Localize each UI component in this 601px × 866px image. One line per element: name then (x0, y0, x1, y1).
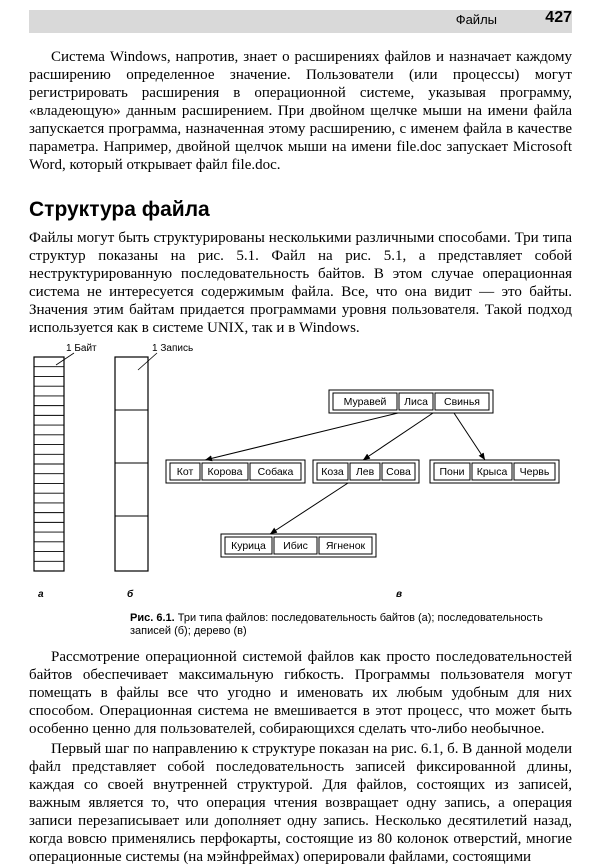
figure-caption-number: Рис. 6.1. (130, 612, 175, 624)
tree-cell: Ягненок (325, 540, 366, 552)
panel-letter-c: в (396, 589, 403, 600)
panel-letter-b: б (127, 589, 134, 600)
byte-sequence-column (34, 357, 64, 571)
tree-cell: Ибис (283, 540, 308, 552)
tree-cell: Пони (439, 466, 465, 478)
figure-caption-text: Три типа файлов: последовательность байтов (а); последовательность записей (б); дерево (в) (130, 612, 543, 637)
panel-letter-a: а (38, 589, 44, 600)
tree-cell: Коза (321, 466, 344, 478)
tree-cell: Крыса (476, 466, 508, 478)
tree-node-middle (313, 460, 419, 483)
running-header-title: Файлы (455, 12, 497, 27)
tree-cell: Собака (257, 466, 294, 478)
page-number: 427 (545, 9, 572, 26)
tree-arrow (454, 413, 485, 460)
figure-caption (130, 612, 570, 638)
tree-node-root (329, 390, 493, 413)
tree-cell: Лев (355, 466, 375, 478)
tree-arrow (270, 483, 348, 534)
tree-node-left (166, 460, 305, 483)
section-heading: Структура файла (29, 198, 210, 221)
tree-cell: Червь (519, 466, 550, 478)
tree-arrow (363, 413, 433, 460)
paragraph-file-structure: Файлы могут быть структурированы несколькими различными способами. Три типа структур показаны на рис. 5.1. Файл на рис. 5.1, а представляет собой неструктурированную последовательность байтов. В этом случае операционная система не интересуется содержимым файла. Все, что она видит — это байты. Значения этим байтам придается программами уровня пользователя. Такой подход используется как в системе UNIX, так и в Windows. (29, 230, 572, 336)
label-one-byte: 1 Байт (66, 343, 97, 354)
tree-cell: Муравей (343, 396, 387, 408)
paragraph-record-structure: Первый шаг по направлению к структуре показан на рис. 6.1, б. В данной модели файл представляет собой последовательность записей фиксированной длины, каждая со своей внутренней структурой. Для файлов, состоящих из записей, важным является то, что операция чтения возвращает одну запись, а операция записи перезаписывает или дополняет одну запись. Несколько десятилетий назад, когда вовсю применялись перфокарты, состоящие из 80 колонок отверстий, многие операционные системы (на мэйнфреймах) оперировали файлами, состоящими (29, 741, 572, 865)
paragraph-byte-flexibility: Рассмотрение операционной системой файлов как просто последовательностей байтов обеспечивает максимальную гибкость. Программы пользователя могут помещать в файлы все что угодно и именовать их любым удобным для них способом. Операционная система не вмешивается в этот процесс, что может быть особенно ценно для пользователей, собирающихся сделать что-либо необычное. (29, 649, 572, 737)
tree-node-right (430, 460, 559, 483)
tree-cell: Сова (386, 466, 411, 478)
tree-cell: Корова (207, 466, 243, 478)
tree-cell: Кот (176, 466, 194, 478)
label-one-record: 1 Запись (152, 343, 194, 354)
tree-cell: Свинья (444, 396, 480, 408)
tree-cell: Курица (231, 540, 266, 552)
paragraph-windows-extensions: Система Windows, напротив, знает о расширениях файлов и назначает каждому расширению определенное значение. Пользователи (или процессы) могут регистрировать расширения в операционной системе, указывая программу, «владеющую» данным расширением. При двойном щелчке мыши на имени файла запускается программа, назначенная этому расширению, с именем файла в качестве параметра. Например, двойной щелчок мыши на имени file.doc запускает Microsoft Word, который открывает файл file.doc. (29, 49, 572, 173)
tree-node-bottom (221, 534, 376, 557)
record-sequence-column (115, 357, 148, 571)
tree-cell: Лиса (404, 396, 428, 408)
tree-arrow (205, 413, 398, 460)
